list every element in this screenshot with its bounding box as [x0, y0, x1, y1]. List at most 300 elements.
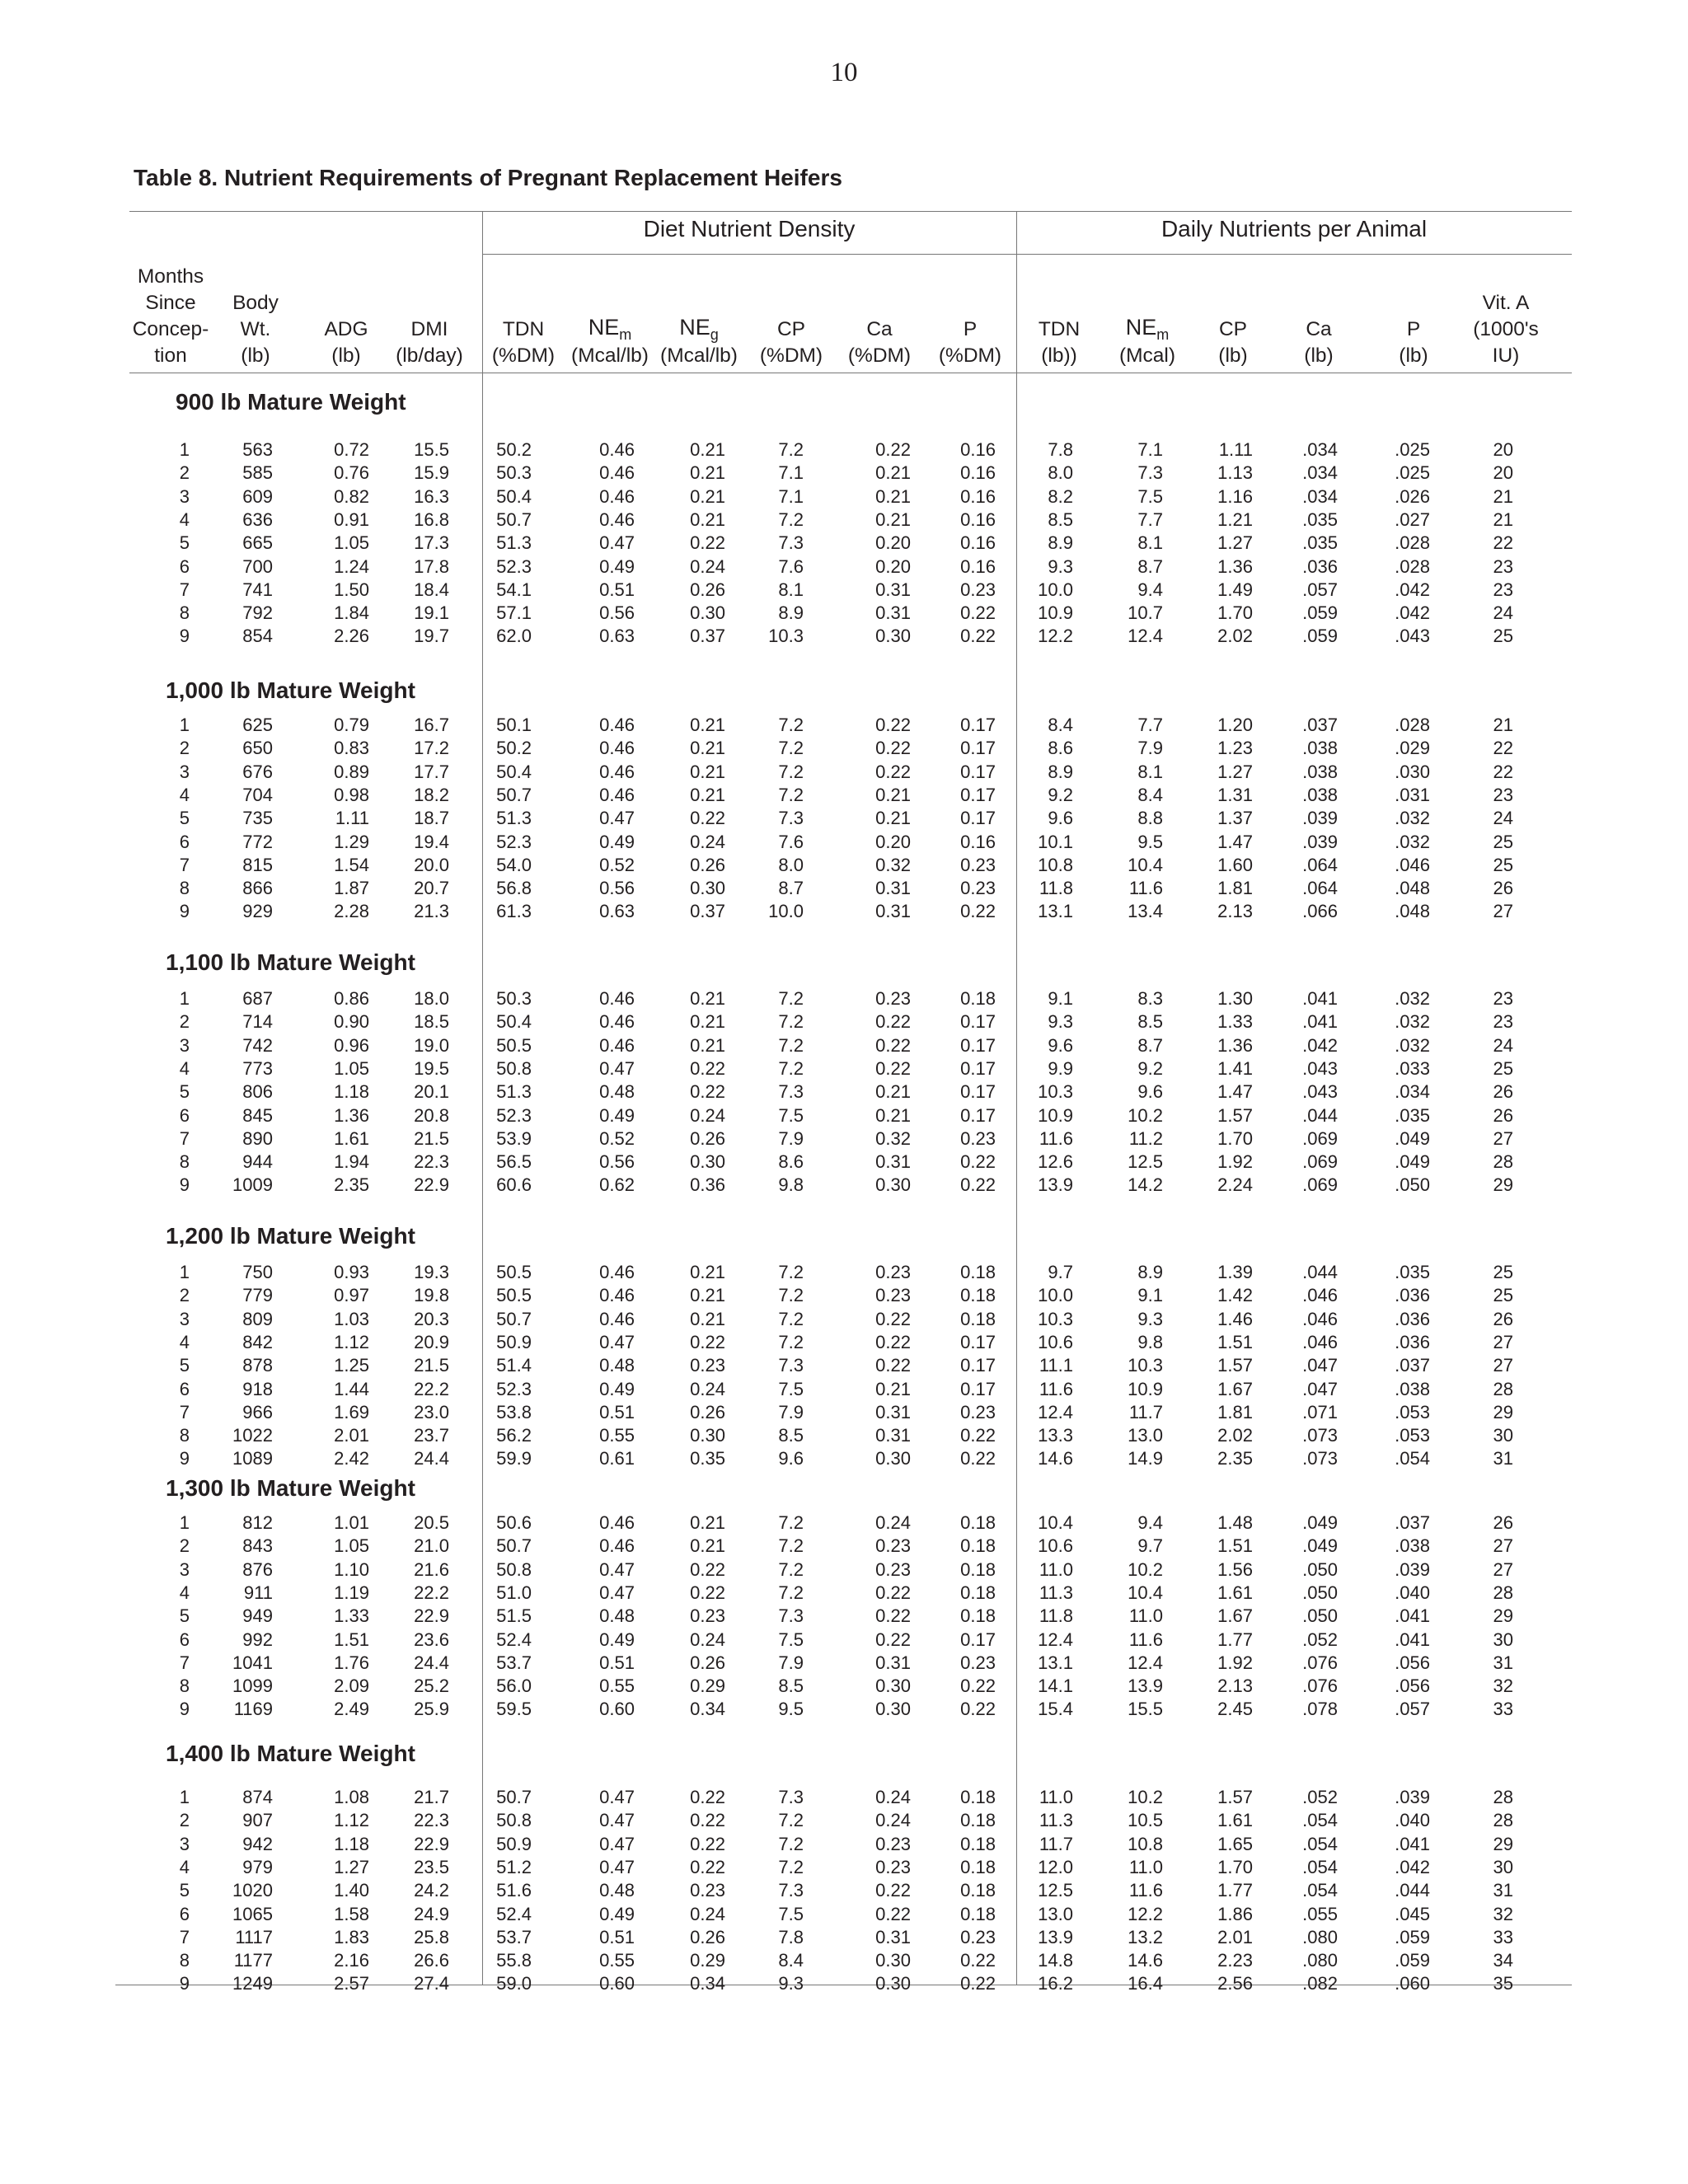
table-cell: 50.7	[496, 509, 532, 530]
table-cell: 3	[179, 1308, 190, 1329]
table-cell: 0.47	[599, 1856, 635, 1877]
table-cell: 50.3	[496, 988, 532, 1009]
table-cell: 0.17	[960, 1081, 996, 1103]
table-cell: 0.22	[690, 808, 725, 829]
table-cell: 0.22	[875, 738, 911, 759]
table-cell: 0.22	[960, 1174, 996, 1196]
table-cell: 3	[179, 1833, 190, 1854]
table-cell: 20.7	[414, 878, 449, 899]
table-row	[0, 1424, 1688, 1447]
table-cell: .030	[1395, 761, 1430, 782]
table-cell: .034	[1302, 485, 1338, 507]
table-cell: 1.77	[1217, 1629, 1253, 1650]
table-cell: 0.18	[960, 1308, 996, 1329]
table-cell: 17.3	[414, 532, 449, 554]
table-cell: 11.1	[1039, 1355, 1073, 1376]
table-row	[0, 877, 1688, 900]
table-cell: 8.7	[1137, 555, 1163, 577]
table-row	[0, 1174, 1688, 1197]
table-cell: 741	[242, 579, 273, 600]
table-cell: 0.51	[599, 1926, 635, 1947]
table-cell: 52.4	[496, 1903, 532, 1924]
table-cell: 29	[1493, 1833, 1513, 1854]
table-cell: 8.6	[778, 1151, 804, 1173]
table-cell: 52.3	[496, 831, 532, 852]
table-cell: 0.31	[875, 1151, 911, 1173]
table-cell: 50.2	[496, 738, 532, 759]
table-cell: 18.0	[414, 988, 449, 1009]
table-row	[0, 1261, 1688, 1284]
table-cell: .056	[1395, 1675, 1430, 1697]
table-cell: 12.2	[1128, 1903, 1163, 1924]
table-cell: 1.81	[1217, 1401, 1253, 1422]
table-cell: 563	[242, 439, 273, 460]
table-cell: 0.17	[960, 761, 996, 782]
table-cell: 0.30	[690, 878, 725, 899]
table-cell: 1099	[232, 1675, 273, 1697]
table-cell: 1.27	[1217, 532, 1253, 554]
table-cell: 7.5	[778, 1903, 804, 1924]
table-cell: 13.2	[1128, 1926, 1163, 1947]
table-cell: 30	[1493, 1425, 1513, 1446]
table-cell: 0.31	[875, 878, 911, 899]
table-cell: 625	[242, 715, 273, 735]
table-cell: 878	[242, 1355, 273, 1376]
table-cell: 0.26	[690, 1652, 725, 1673]
table-cell: 2.42	[334, 1448, 369, 1469]
table-cell: 8.4	[778, 1950, 804, 1971]
table-cell: 7.2	[778, 1856, 804, 1877]
table-cell: 1.18	[334, 1833, 369, 1854]
table-cell: 0.23	[960, 1127, 996, 1149]
table-cell: 7.6	[778, 555, 804, 577]
table-row	[0, 1972, 1688, 1995]
column-header-line	[571, 314, 649, 343]
table-cell: .054	[1302, 1833, 1338, 1854]
table-cell: 13.9	[1128, 1675, 1163, 1697]
table-cell: 22.2	[414, 1378, 449, 1399]
table-cell: .040	[1395, 1810, 1430, 1831]
table-cell: 23	[1493, 784, 1513, 805]
table-cell: 20.9	[414, 1331, 449, 1352]
table-cell: 50.6	[496, 1512, 532, 1533]
table-cell: .076	[1302, 1675, 1338, 1697]
table-cell: 1.47	[1217, 1081, 1253, 1103]
table-cell: 0.22	[690, 532, 725, 554]
table-cell: .032	[1395, 808, 1430, 829]
table-cell: 24.4	[414, 1652, 449, 1673]
table-cell: 22.3	[414, 1810, 449, 1831]
table-cell: 50.7	[496, 1787, 532, 1807]
table-cell: .027	[1395, 509, 1430, 530]
table-cell: 29	[1493, 1605, 1513, 1627]
table-row	[0, 854, 1688, 877]
table-cell: 9.8	[778, 1174, 804, 1196]
table-cell: 0.31	[875, 602, 911, 624]
table-cell: 2	[179, 462, 190, 484]
column-header-line: IU)	[1492, 344, 1520, 367]
table-cell: 1.92	[1217, 1151, 1253, 1173]
column-header-line: (Mcal/lb)	[571, 344, 649, 367]
table-cell: 1.84	[334, 602, 369, 624]
table-cell: 53.7	[496, 1926, 532, 1947]
table-cell: 50.7	[496, 1308, 532, 1329]
column-header-line: TDN	[1038, 318, 1081, 340]
table-cell: 0.26	[690, 1401, 725, 1422]
table-cell: 24.9	[414, 1903, 449, 1924]
table-cell: .059	[1302, 626, 1338, 647]
table-cell: 585	[242, 462, 273, 484]
table-cell: 7.2	[778, 1833, 804, 1854]
table-cell: 9.4	[1137, 1512, 1163, 1533]
table-cell: 9.4	[1137, 579, 1163, 600]
table-cell: 10.6	[1038, 1331, 1073, 1352]
table-cell: 21	[1493, 715, 1513, 735]
table-cell: 11.8	[1039, 878, 1073, 899]
table-cell: 0.18	[960, 1582, 996, 1603]
table-cell: 9.5	[1137, 831, 1163, 852]
table-cell: 1.20	[1217, 715, 1253, 735]
table-cell: 0.82	[334, 485, 369, 507]
table-cell: 1.08	[334, 1787, 369, 1807]
column-header-subscript: m	[619, 326, 632, 343]
table-cell: .042	[1395, 579, 1430, 600]
table-cell: 28	[1493, 1582, 1513, 1603]
column-header-subscript: g	[710, 326, 719, 343]
table-cell: .044	[1302, 1104, 1338, 1126]
table-cell: 12.4	[1038, 1401, 1073, 1422]
table-cell: 5	[179, 1081, 190, 1103]
table-cell: 26	[1493, 1104, 1513, 1126]
table-cell: 8	[179, 878, 190, 899]
table-cell: 8	[179, 1950, 190, 1971]
table-row	[0, 462, 1688, 485]
table-cell: 23	[1493, 579, 1513, 600]
table-cell: 1.36	[1217, 555, 1253, 577]
table-cell: .050	[1395, 1174, 1430, 1196]
table-cell: 0.24	[690, 1629, 725, 1650]
table-cell: 0.36	[690, 1174, 725, 1196]
table-cell: 0.22	[960, 1151, 996, 1173]
table-cell: 1.23	[1217, 738, 1253, 759]
table-cell: 949	[242, 1605, 273, 1627]
table-cell: 8.7	[1137, 1034, 1163, 1056]
table-cell: 3	[179, 1558, 190, 1580]
table-title: Table 8. Nutrient Requirements of Pregnant Replacement Heifers	[134, 165, 842, 190]
table-cell: 12.4	[1038, 1629, 1073, 1650]
table-cell: 0.63	[599, 901, 635, 922]
table-cell: 704	[242, 784, 273, 805]
table-cell: 0.18	[960, 1833, 996, 1854]
table-row	[0, 1511, 1688, 1535]
table-cell: 0.31	[875, 1652, 911, 1673]
table-row	[0, 1010, 1688, 1033]
table-cell: 7.2	[778, 738, 804, 759]
table-cell: .040	[1395, 1582, 1430, 1603]
table-cell: 27	[1493, 1127, 1513, 1149]
table-cell: 0.21	[875, 1378, 911, 1399]
table-cell: 0.23	[690, 1880, 725, 1901]
table-cell: 22	[1493, 738, 1513, 759]
table-cell: 876	[242, 1558, 273, 1580]
table-cell: 26	[1493, 1512, 1513, 1533]
table-cell: 1	[179, 439, 190, 460]
table-cell: 0.46	[599, 485, 635, 507]
table-cell: 0.49	[599, 555, 635, 577]
table-cell: 21.3	[414, 901, 449, 922]
table-cell: .036	[1395, 1285, 1430, 1306]
table-cell: .044	[1302, 1262, 1338, 1282]
table-cell: 14.6	[1128, 1950, 1163, 1971]
table-cell: 60.6	[496, 1174, 532, 1196]
table-cell: 7	[179, 854, 190, 875]
table-cell: 0.20	[875, 555, 911, 577]
table-cell: 20	[1493, 462, 1513, 484]
table-cell: 53.7	[496, 1652, 532, 1673]
table-cell: 1117	[235, 1926, 273, 1947]
table-cell: 0.22	[960, 1973, 996, 1994]
table-cell: 52.4	[496, 1629, 532, 1650]
table-cell: 1.57	[1217, 1355, 1253, 1376]
table-cell: 0.22	[875, 1331, 911, 1352]
table-cell: .049	[1395, 1127, 1430, 1149]
table-cell: 1.56	[1217, 1558, 1253, 1580]
table-cell: 0.47	[599, 1558, 635, 1580]
table-cell: 7.2	[778, 784, 804, 805]
table-cell: 0.22	[960, 1448, 996, 1469]
table-cell: 7.1	[1137, 439, 1163, 460]
table-cell: 1.40	[334, 1880, 369, 1901]
table-cell: .035	[1302, 509, 1338, 530]
table-cell: 0.47	[599, 1810, 635, 1831]
table-cell: .059	[1302, 602, 1338, 624]
table-cell: .042	[1395, 1856, 1430, 1877]
table-cell: 1.18	[334, 1081, 369, 1103]
table-cell: 50.9	[496, 1833, 532, 1854]
table-row	[0, 987, 1688, 1010]
table-cell: 8	[179, 1425, 190, 1446]
table-cell: 0.18	[960, 1903, 996, 1924]
table-cell: 35	[1493, 1973, 1513, 1994]
table-cell: 1022	[232, 1425, 273, 1446]
table-cell: 18.7	[414, 808, 449, 829]
table-cell: 1.37	[1217, 808, 1253, 829]
table-cell: 2.16	[334, 1950, 369, 1971]
table-cell: .060	[1395, 1973, 1430, 1994]
table-cell: .041	[1302, 988, 1338, 1009]
table-cell: 51.3	[496, 1081, 532, 1103]
table-cell: 7.9	[778, 1652, 804, 1673]
table-row	[0, 1331, 1688, 1354]
table-cell: 0.22	[690, 1833, 725, 1854]
table-cell: 10.4	[1128, 854, 1163, 875]
table-cell: 21.0	[414, 1535, 449, 1557]
table-cell: 1.01	[334, 1512, 369, 1533]
table-cell: 19.3	[414, 1262, 449, 1282]
table-cell: 0.49	[599, 1903, 635, 1924]
table-cell: .032	[1395, 1011, 1430, 1033]
table-cell: 15.9	[414, 462, 449, 484]
table-cell: 11.3	[1039, 1582, 1073, 1603]
table-cell: 14.8	[1038, 1950, 1073, 1971]
table-cell: 7.3	[778, 1081, 804, 1103]
table-row	[0, 1926, 1688, 1949]
table-cell: .041	[1395, 1605, 1430, 1627]
table-cell: 11.2	[1128, 1127, 1163, 1149]
table-cell: 843	[242, 1535, 273, 1557]
table-cell: 0.72	[334, 439, 369, 460]
table-cell: 22.9	[414, 1605, 449, 1627]
table-cell: 0.24	[690, 555, 725, 577]
table-cell: 0.56	[599, 878, 635, 899]
table-cell: .042	[1302, 1034, 1338, 1056]
table-cell: 16.3	[414, 485, 449, 507]
table-cell: 12.5	[1038, 1880, 1073, 1901]
table-cell: 1.51	[1217, 1331, 1253, 1352]
table-cell: .049	[1395, 1151, 1430, 1173]
table-row	[0, 509, 1688, 532]
table-cell: 1.94	[334, 1151, 369, 1173]
table-cell: 0.18	[960, 1535, 996, 1557]
table-cell: .026	[1395, 485, 1430, 507]
table-cell: 24.2	[414, 1880, 449, 1901]
table-cell: 0.18	[960, 1787, 996, 1807]
table-cell: 4	[179, 784, 190, 805]
table-cell: 2.49	[334, 1699, 369, 1720]
table-row	[0, 1447, 1688, 1470]
table-cell: 7.2	[778, 1308, 804, 1329]
table-cell: 0.24	[690, 831, 725, 852]
table-cell: 1.30	[1217, 988, 1253, 1009]
table-cell: 0.46	[599, 761, 635, 782]
table-cell: .052	[1302, 1787, 1338, 1807]
table-cell: 0.34	[690, 1699, 725, 1720]
column-header-text: NE	[588, 315, 620, 340]
table-cell: 1	[179, 988, 190, 1009]
table-cell: 1	[179, 1512, 190, 1533]
table-cell: 1.36	[1217, 1034, 1253, 1056]
table-cell: 7.3	[778, 1605, 804, 1627]
table-cell: 1	[179, 1262, 190, 1282]
table-cell: 23.7	[414, 1425, 449, 1446]
table-cell: 4	[179, 1856, 190, 1877]
table-cell: 0.52	[599, 1127, 635, 1149]
table-cell: 0.30	[875, 626, 911, 647]
page-number: 10	[830, 58, 858, 87]
table-cell: 0.18	[960, 1810, 996, 1831]
table-cell: 0.18	[960, 1512, 996, 1533]
table-cell: 0.47	[599, 1057, 635, 1079]
table-cell: 11.0	[1039, 1558, 1073, 1580]
table-cell: 812	[242, 1512, 273, 1533]
table-cell: 7.5	[778, 1104, 804, 1126]
table-cell: 0.17	[960, 1378, 996, 1399]
table-cell: 0.21	[875, 808, 911, 829]
table-cell: 0.31	[875, 579, 911, 600]
table-cell: 12.6	[1038, 1151, 1073, 1173]
table-cell: 0.79	[334, 715, 369, 735]
table-cell: 0.30	[875, 1973, 911, 1994]
table-cell: .032	[1395, 1034, 1430, 1056]
table-cell: 845	[242, 1104, 273, 1126]
table-cell: 7.3	[778, 1355, 804, 1376]
table-cell: 0.83	[334, 738, 369, 759]
table-cell: 26	[1493, 878, 1513, 899]
table-cell: 59.9	[496, 1448, 532, 1469]
table-cell: 0.22	[875, 1355, 911, 1376]
table-cell: 2.56	[1217, 1973, 1253, 1994]
table-cell: 0.21	[690, 485, 725, 507]
table-cell: 2.02	[1217, 1425, 1253, 1446]
table-cell: 0.30	[875, 1699, 911, 1720]
table-cell: 1.60	[1217, 854, 1253, 875]
table-cell: 62.0	[496, 626, 532, 647]
table-cell: 1.49	[1217, 579, 1253, 600]
table-row	[0, 1401, 1688, 1424]
table-row	[0, 1833, 1688, 1856]
table-cell: 2.13	[1217, 901, 1253, 922]
table-cell: 8.5	[1048, 509, 1073, 530]
table-cell: 7.3	[1137, 462, 1163, 484]
table-cell: 51.5	[496, 1605, 532, 1627]
table-cell: 9.2	[1137, 1057, 1163, 1079]
table-cell: 0.47	[599, 1582, 635, 1603]
table-cell: 2.35	[334, 1174, 369, 1196]
table-cell: 1.61	[1217, 1810, 1253, 1831]
table-cell: 0.23	[690, 1355, 725, 1376]
table-cell: 8.4	[1048, 715, 1073, 735]
table-cell: 26.6	[414, 1950, 449, 1971]
table-cell: 0.22	[875, 761, 911, 782]
table-cell: 0.30	[875, 1675, 911, 1697]
table-cell: 0.56	[599, 602, 635, 624]
table-cell: 0.31	[875, 1425, 911, 1446]
table-cell: .046	[1302, 1308, 1338, 1329]
table-cell: 16.7	[414, 715, 449, 735]
table-cell: 19.0	[414, 1034, 449, 1056]
table-cell: 9.6	[1048, 808, 1073, 829]
table-cell: .047	[1302, 1378, 1338, 1399]
table-cell: 0.16	[960, 509, 996, 530]
table-cell: 1	[179, 1787, 190, 1807]
section-title: 900 lb Mature Weight	[176, 389, 406, 415]
table-cell: 929	[242, 901, 273, 922]
table-cell: 2.28	[334, 901, 369, 922]
table-cell: 1.12	[334, 1331, 369, 1352]
table-cell: 1.41	[1217, 1057, 1253, 1079]
table-cell: 17.2	[414, 738, 449, 759]
table-cell: .028	[1395, 715, 1430, 735]
table-cell: 25.8	[414, 1926, 449, 1947]
table-cell: 0.31	[875, 1926, 911, 1947]
table-cell: .043	[1302, 1081, 1338, 1103]
table-cell: 4	[179, 509, 190, 530]
table-cell: 7.2	[778, 1512, 804, 1533]
column-header	[1218, 316, 1247, 369]
table-cell: 10.5	[1128, 1810, 1163, 1831]
table-cell: 636	[242, 509, 273, 530]
table-cell: 1.77	[1217, 1880, 1253, 1901]
table-cell: 2.24	[1217, 1174, 1253, 1196]
table-cell: .066	[1302, 901, 1338, 922]
column-header-line: DMI	[410, 318, 448, 340]
table-cell: 1.51	[334, 1629, 369, 1650]
table-row	[0, 1652, 1688, 1675]
table-cell: 806	[242, 1081, 273, 1103]
table-cell: 0.17	[960, 1034, 996, 1056]
table-cell: 1.47	[1217, 831, 1253, 852]
table-cell: 20.3	[414, 1308, 449, 1329]
